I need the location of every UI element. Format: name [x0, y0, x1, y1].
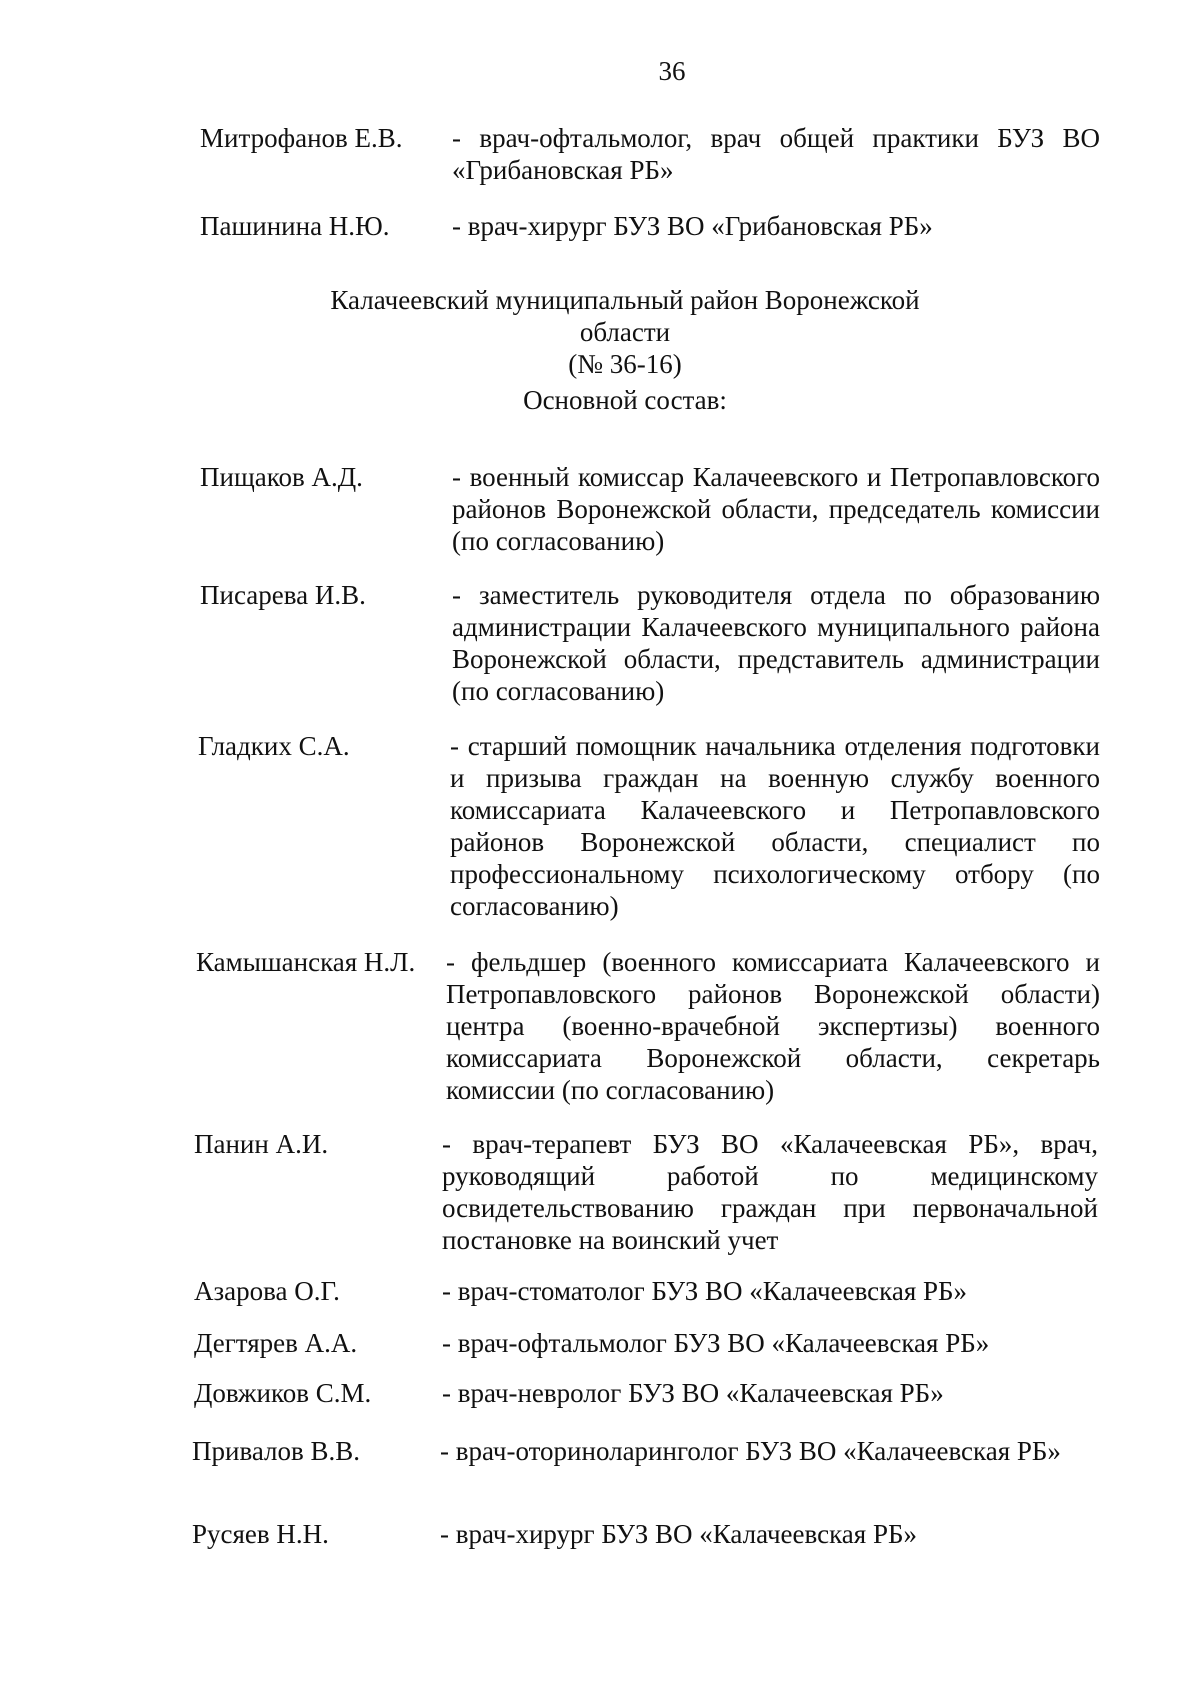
member-name: Азарова О.Г.	[194, 1276, 340, 1306]
member-description: - военный комиссар Калачеевского и Петропавловского районов Воронежской области, председатель комиссии (по согласованию)	[452, 462, 1100, 556]
member-name: Гладких С.А.	[198, 731, 350, 761]
member-name: Панин А.И.	[194, 1129, 329, 1159]
member-description: - врач-стоматолог БУЗ ВО «Калачеевская РБ»	[442, 1276, 968, 1306]
member-description: - врач-офтальмолог, врач общей практики БУЗ ВО «Грибановская РБ»	[452, 123, 1100, 185]
member-name: Пищаков А.Д.	[200, 462, 363, 492]
member-description: - врач-хирург БУЗ ВО «Грибановская РБ»	[452, 211, 933, 241]
member-description: - врач-хирург БУЗ ВО «Калачеевская РБ»	[440, 1519, 917, 1549]
member-description: - врач-невролог БУЗ ВО «Калачеевская РБ»	[442, 1378, 944, 1408]
member-name: Митрофанов Е.В.	[200, 123, 403, 153]
member-name: Русяев Н.Н.	[192, 1519, 329, 1549]
member-name: Дегтярев А.А.	[194, 1328, 358, 1358]
member-description: - старший помощник начальника отделения подготовки и призыва граждан на военную службу военного комиссариата Калачеевского и Петропавловского районов Воронежской области, специалист по профессиональному психологическому отбору (по согласованию)	[450, 731, 1100, 921]
member-name: Привалов В.В.	[192, 1436, 361, 1466]
member-description: - фельдшер (военного комиссариата Калачеевского и Петропавловского районов Воронежской области) центра (военно-врачебной экспертизы) военного комиссариата Воронежской области, секретарь комиссии (по согласованию)	[446, 947, 1100, 1105]
member-name: Довжиков С.М.	[194, 1378, 372, 1408]
section-title	[290, 284, 960, 380]
member-name: Писарева И.В.	[200, 580, 366, 610]
member-name: Камышанская Н.Л.	[196, 947, 416, 977]
member-description: - заместитель руководителя отдела по образованию администрации Калачеевского муниципального района Воронежской области, представитель администрации (по согласованию)	[452, 580, 1100, 706]
section-subtitle: Основной состав:	[523, 385, 727, 415]
member-description: - врач-терапевт БУЗ ВО «Калачеевская РБ», врач, руководящий работой по медицинскому освидетельствованию граждан при первоначальной постановке на воинский учет	[442, 1129, 1098, 1255]
section-title-line-1: Калачеевский муниципальный район Воронежской области	[330, 285, 920, 347]
member-description: - врач-офтальмолог БУЗ ВО «Калачеевская РБ»	[442, 1328, 990, 1358]
member-name: Пашинина Н.Ю.	[200, 211, 390, 241]
page-number: 36	[658, 56, 686, 86]
section-title-line-2: (№ 36-16)	[568, 349, 682, 379]
member-description: - врач-оториноларинголог БУЗ ВО «Калачеевская РБ»	[440, 1436, 1061, 1466]
